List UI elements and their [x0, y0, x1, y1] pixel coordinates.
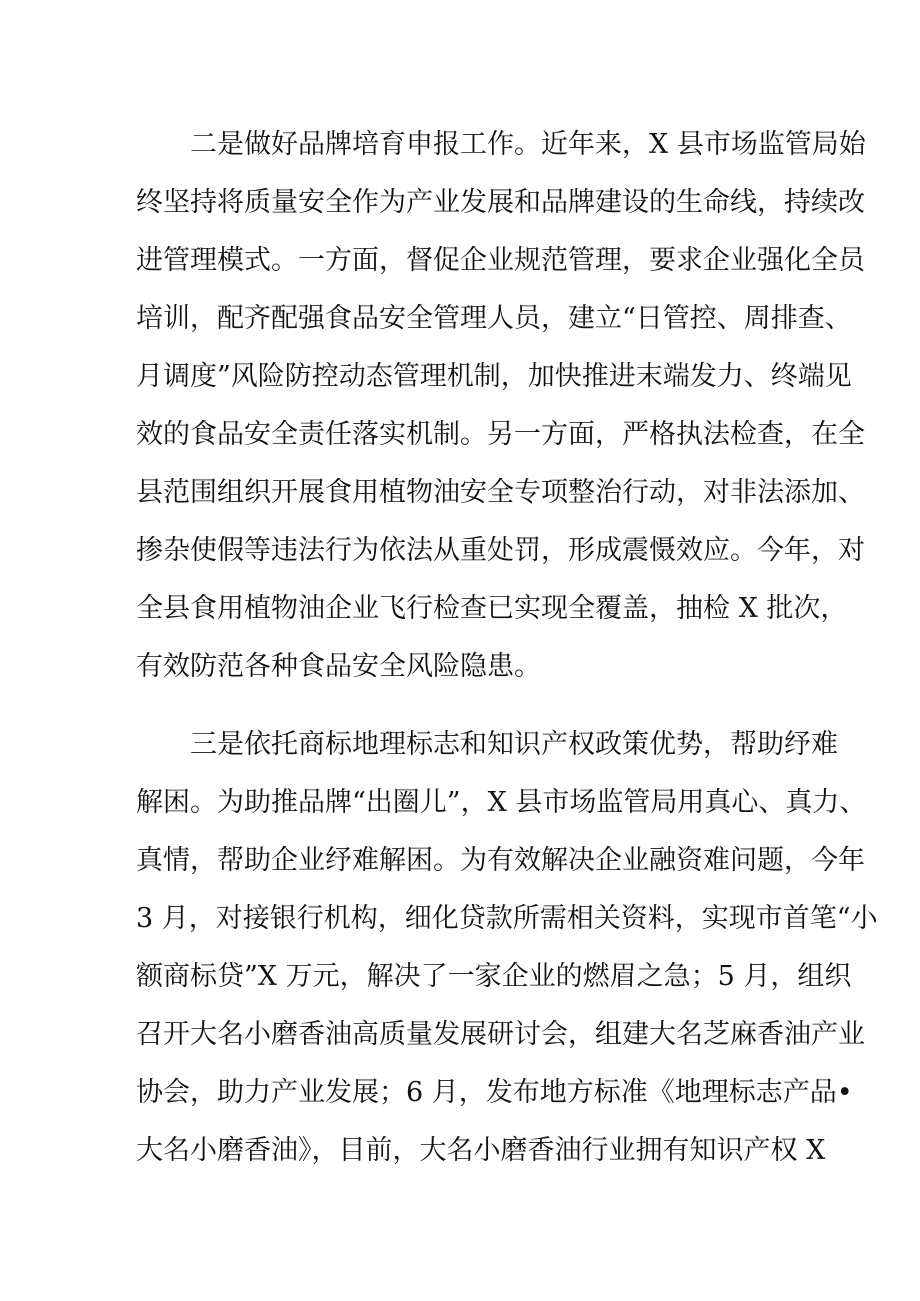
- paragraph-1-line-10: 有效防范各种食品安全风险隐患。: [136, 651, 541, 682]
- paragraph-2-line-8: 大名小磨香油》，目前，大名小磨香油行业拥有知识产权 X: [136, 1135, 826, 1166]
- paragraph-1-line-8: 掺杂使假等违法行为依法从重处罚，形成震慑效应。今年，对: [136, 535, 865, 566]
- paragraph-2-line-1: 三是依托商标地理标志和知识产权政策优势，帮助纾难: [190, 729, 838, 760]
- paragraph-1-line-9: 全县食用植物油企业飞行检查已实现全覆盖，抽检 X 批次，: [136, 593, 848, 624]
- paragraph-1-line-7: 县范围组织开展食用植物油安全专项整治行动，对非法添加、: [136, 477, 865, 508]
- paragraph-1-line-5: 月调度”风险防控动态管理机制，加快推进末端发力、终端见: [136, 361, 852, 392]
- paragraph-2-line-4: 3 月，对接银行机构，细化贷款所需相关资料，实现市首笔“小: [136, 903, 878, 934]
- paragraph-2-line-6: 召开大名小磨香油高质量发展研讨会，组建大名芝麻香油产业: [136, 1019, 865, 1050]
- paragraph-1-line-6: 效的食品安全责任落实机制。另一方面，严格执法检查，在全: [136, 419, 865, 450]
- paragraph-2-line-2: 解困。为助推品牌“出圈儿”，X 县市场监管局用真心、真力、: [136, 787, 867, 818]
- paragraph-1-line-3: 进管理模式。一方面，督促企业规范管理，要求企业强化全员: [136, 245, 865, 276]
- paragraph-1-line-4: 培训，配齐配强食品安全管理人员，建立“日管控、周排查、: [136, 303, 852, 334]
- paragraph-1-line-1: 二是做好品牌培育申报工作。近年来，X 县市场监管局始: [190, 129, 866, 160]
- paragraph-2-line-5: 额商标贷”X 万元，解决了一家企业的燃眉之急；5 月，组织: [136, 961, 852, 992]
- paragraph-2-line-7: 协会，助力产业发展；6 月，发布地方标准《地理标志产品•: [136, 1077, 853, 1108]
- paragraph-1-line-2: 终坚持将质量安全作为产业发展和品牌建设的生命线，持续改: [136, 187, 865, 218]
- paragraph-2-line-3: 真情，帮助企业纾难解困。为有效解决企业融资难问题，今年: [136, 845, 865, 876]
